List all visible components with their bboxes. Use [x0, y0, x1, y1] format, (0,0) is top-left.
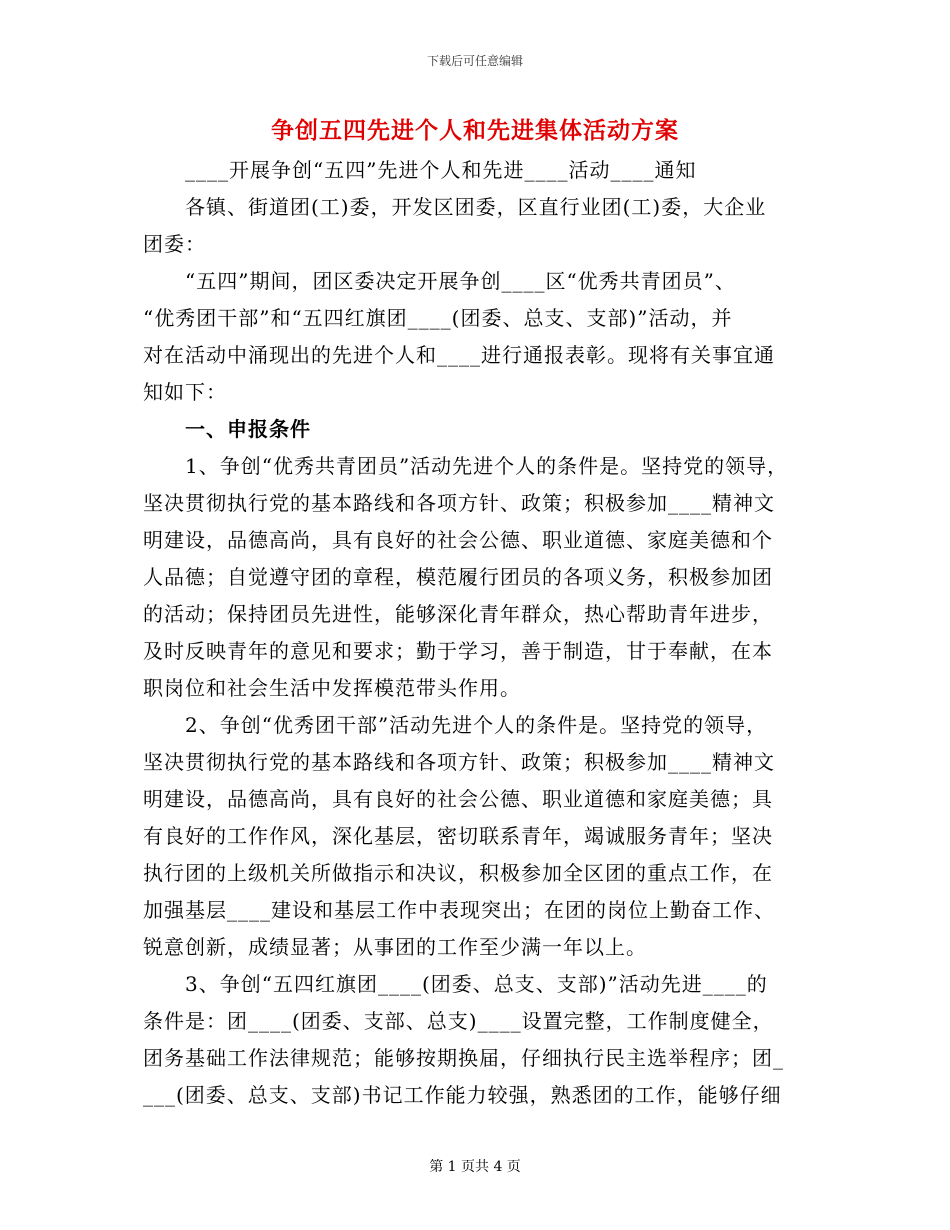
body-line: 锐意创新，成绩显著；从事团的工作至少满一年以上。	[143, 935, 647, 959]
body-line: 人品德；自觉遵守团的章程，模范履行团员的各项义务，积极参加团	[143, 565, 773, 589]
body-line: “优秀团干部”和“五四红旗团____(团委、总支、支部)”活动，并	[143, 306, 733, 330]
body-line: 坚决贯彻执行党的基本路线和各项方针、政策；积极参加____精神文	[143, 750, 775, 774]
body-line: 的活动；保持团员先进性，能够深化青年群众，热心帮助青年进步，	[143, 602, 773, 626]
document-title: 争创五四先进个人和先进集体活动方案	[271, 117, 679, 144]
header-note: 下载后可任意编辑	[426, 54, 523, 68]
body-line: 坚决贯彻执行党的基本路线和各项方针、政策；积极参加____精神文	[143, 491, 775, 515]
body-line: 条件是：团____(团委、支部、总支)____设置完整，工作制度健全，	[143, 1009, 774, 1033]
body-line: 知如下：	[143, 380, 227, 404]
body-line: 加强基层____建设和基层工作中表现突出；在团的岗位上勤奋工作、	[143, 898, 775, 922]
body-line: “五四”期间，团区委决定开展争创____区“优秀共青团员”、	[185, 269, 736, 293]
body-line: 各镇、街道团(工)委，开发区团委，区直行业团(工)委，大企业	[185, 195, 767, 219]
body-line: 执行团的上级机关所做指示和决议，积极参加全区团的重点工作，在	[143, 861, 773, 885]
body-line: 职岗位和社会生活中发挥模范带头作用。	[143, 676, 521, 700]
page-footer: 第 1 页共 4 页	[429, 1159, 521, 1175]
body-line: ____开展争创“五四”先进个人和先进____活动____通知	[185, 158, 697, 182]
body-line: 及时反映青年的意见和要求；勤于学习，善于制造，甘于奉献，在本	[143, 639, 773, 663]
body-line: ___(团委、总支、支部)书记工作能力较强，熟悉团的工作，能够仔细	[143, 1083, 782, 1107]
body-line: 对在活动中涌现出的先进个人和____进行通报表彰。现将有关事宜通	[143, 343, 775, 367]
body-line: 1、争创“优秀共青团员”活动先进个人的条件是。坚持党的领导，	[185, 454, 789, 478]
body-line: 明建设，品德高尚，具有良好的社会公德、职业道德、家庭美德和个	[143, 528, 773, 552]
body-line: 明建设，品德高尚，具有良好的社会公德、职业道德和家庭美德；具	[143, 787, 773, 811]
body-line: 3、争创“五四红旗团____(团委、总支、支部)”活动先进____的	[185, 972, 768, 996]
body-line: 团委：	[143, 232, 206, 256]
section-heading: 一、申报条件	[185, 417, 311, 441]
body-line: 2、争创“优秀团干部”活动先进个人的条件是。坚持党的领导，	[185, 713, 768, 737]
body-line: 团务基础工作法律规范；能够按期换届，仔细执行民主选举程序；团_	[143, 1046, 784, 1070]
body-line: 有良好的工作作风，深化基层，密切联系青年，竭诚服务青年；坚决	[143, 824, 773, 848]
